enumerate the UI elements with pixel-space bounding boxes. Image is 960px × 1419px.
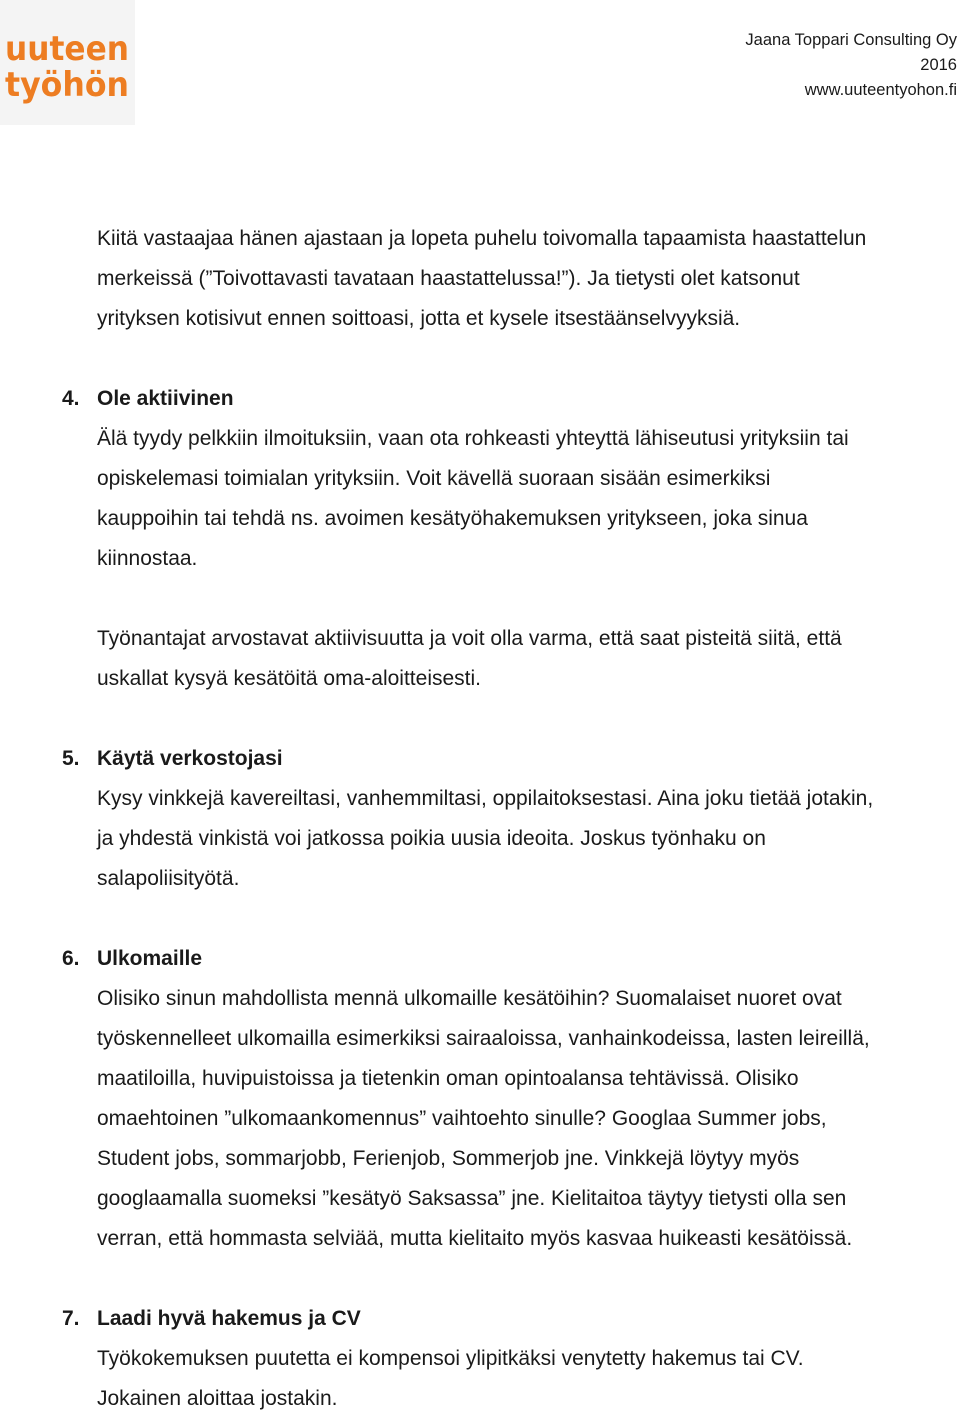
text-line: opiskelemasi toimialan yrityksiin. Voit kävellä suoraan sisään esimerkiksi	[97, 467, 771, 490]
year: 2016	[920, 56, 957, 74]
section-number: 4.	[62, 387, 80, 410]
text-line: Kiitä vastaajaa hänen ajastaan ja lopeta puhelu toivomalla tapaamista haastattelun	[97, 227, 867, 250]
text-line: Älä tyydy pelkkiin ilmoituksiin, vaan ota rohkeasti yhteyttä lähiseutusi yrityksiin tai	[97, 427, 849, 450]
text-line: Olisiko sinun mahdollista mennä ulkomaille kesätöihin? Suomalaiset nuoret ovat	[97, 987, 842, 1010]
section-paragraph	[97, 619, 959, 699]
website-link[interactable]: www.uuteentyohon.fi	[804, 81, 957, 99]
section-heading-6	[62, 939, 959, 979]
section-paragraph	[97, 779, 959, 899]
section-title: Laadi hyvä hakemus ja CV	[97, 1307, 361, 1330]
logo-graphic	[0, 0, 135, 125]
text-line: Työnantajat arvostavat aktiivisuutta ja voit olla varma, että saat pisteitä siitä, että	[97, 627, 842, 650]
section-title: Ulkomaille	[97, 947, 203, 970]
logo-line-1: uuteen	[5, 29, 129, 69]
section-title: Käytä verkostojasi	[97, 747, 283, 770]
text-line: uskallat kysyä kesätöitä oma-aloitteisesti.	[97, 667, 481, 690]
uuteen-tyohon-logo	[0, 0, 135, 125]
text-line: kiinnostaa.	[97, 547, 198, 570]
document-body	[62, 219, 959, 1419]
section-heading-7	[62, 1299, 959, 1339]
header-info	[745, 28, 957, 103]
section-title: Ole aktiivinen	[97, 387, 234, 410]
section-number: 5.	[62, 747, 80, 770]
intro-paragraph	[97, 219, 959, 339]
text-line: googlaamalla suomeksi ”kesätyö Saksassa” jne. Kielitaitoa täytyy tietysti olla sen	[97, 1187, 847, 1210]
text-line: ja yhdestä vinkistä voi jatkossa poikia uusia ideoita. Joskus työnhaku on	[97, 827, 766, 850]
logo-line-2: työhön	[5, 65, 129, 105]
company-name: Jaana Toppari Consulting Oy	[745, 31, 957, 49]
section-heading-4	[62, 379, 959, 419]
text-line: verran, että hommasta selviää, mutta kielitaito myös kasvaa huikeasti kesätöissä.	[97, 1227, 853, 1250]
section-paragraph	[97, 979, 959, 1259]
text-line: yrityksen kotisivut ennen soittoasi, jotta et kysele itsestäänselvyyksiä.	[97, 307, 741, 330]
text-line: maatiloilla, huvipuistoissa ja tietenkin oman opintoalansa tehtävissä. Olisiko	[97, 1067, 799, 1090]
text-line: Kysy vinkkejä kavereiltasi, vanhemmiltasi, oppilaitoksestasi. Aina joku tietää jotakin,	[97, 787, 874, 810]
text-line: omaehtoinen ”ulkomaankomennus” vaihtoehto sinulle? Googlaa Summer jobs,	[97, 1107, 827, 1130]
text-line: Student jobs, sommarjobb, Ferienjob, Sommerjob jne. Vinkkejä löytyy myös	[97, 1147, 800, 1170]
text-line: merkeissä (”Toivottavasti tavataan haastattelussa!”). Ja tietysti olet katsonut	[97, 267, 800, 290]
section-paragraph	[97, 419, 959, 579]
text-line: kauppoihin tai tehdä ns. avoimen kesätyöhakemuksen yritykseen, joka sinua	[97, 507, 808, 530]
text-line: Työkokemuksen puutetta ei kompensoi ylipitkäksi venytetty hakemus tai CV.	[97, 1347, 804, 1370]
section-number: 6.	[62, 947, 80, 970]
text-line: työskennelleet ulkomailla esimerkiksi sairaaloissa, vanhainkodeissa, lasten leireillä,	[97, 1027, 870, 1050]
text-line: Jokainen aloittaa jostakin.	[97, 1387, 338, 1410]
section-heading-5	[62, 739, 959, 779]
text-line: salapoliisityötä.	[97, 867, 240, 890]
section-paragraph	[97, 1339, 959, 1419]
section-number: 7.	[62, 1307, 80, 1330]
